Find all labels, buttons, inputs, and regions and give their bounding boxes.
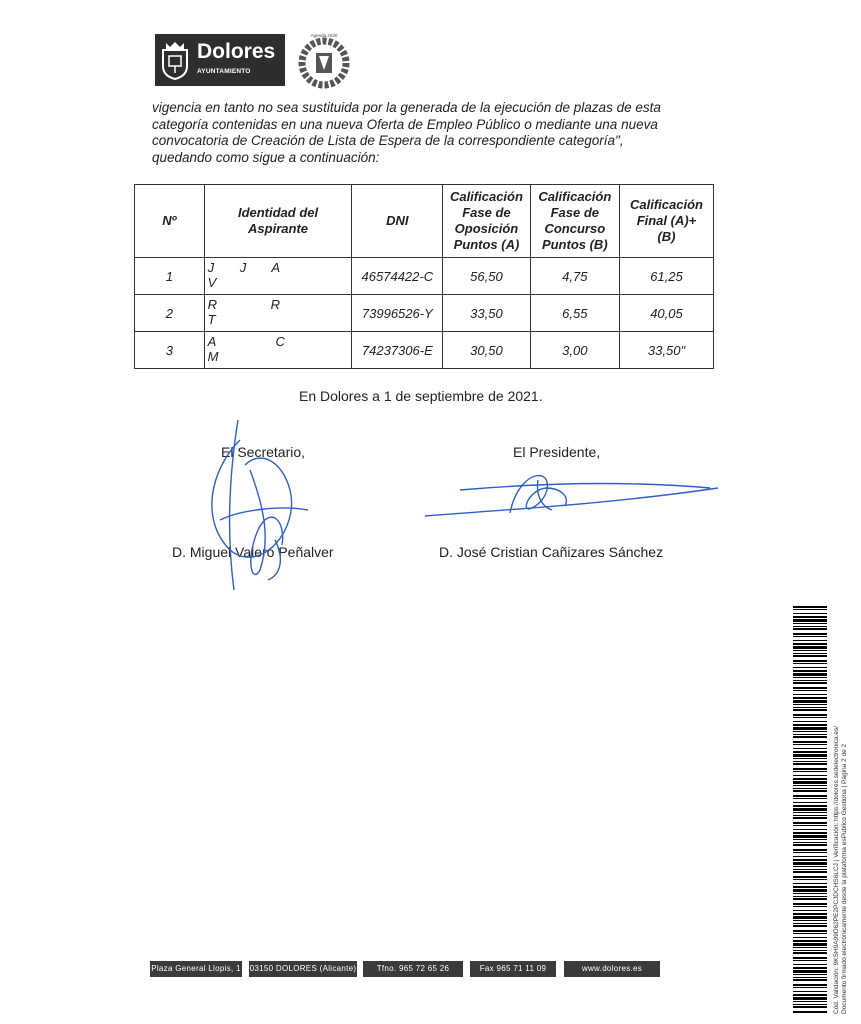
barcode-bar [793,751,827,753]
applicant-name-line-1: J J A [207,260,281,275]
footer-fax: Fax 965 71 11 09 [470,961,556,977]
barcode-bar [793,964,827,965]
intro-paragraph [152,100,712,166]
table-row [135,332,714,369]
barcode-bar [793,925,827,927]
barcode-bar [793,977,827,978]
barcode-bar [793,694,827,695]
agenda-label: Agenda 2030 [310,33,338,38]
table-row [135,295,714,332]
applicant-name-line-2: T [207,312,216,327]
barcode-bar [793,655,827,657]
barcode-bar [793,842,827,843]
barcode-bar [793,775,827,776]
footer-web-link[interactable]: www.dolores.es [581,964,643,973]
barcode-bar [793,960,827,961]
header-score-final: Calificación Final (A)+(B) [619,185,713,258]
barcode-bar [793,815,827,816]
score-a: 33,50 [443,295,530,332]
barcode-bar [793,862,827,865]
barcode-bar [793,994,827,996]
barcode-bar [793,763,827,765]
barcode-bar [793,947,827,948]
barcode-bar [793,778,827,780]
barcode-bar [793,889,827,892]
barcode-bar [793,829,827,830]
barcode-bar [793,677,827,678]
barcode-bar [793,790,827,792]
barcode-bar [793,721,827,722]
barcode-bar [793,943,827,946]
barcode-bar [793,768,827,770]
barcode-bar [793,680,827,681]
barcode-bar [793,849,827,851]
barcode-bar [793,991,827,992]
applicant-name-line-2: V [207,275,217,290]
barcode-bar [793,812,827,813]
barcode-icon [793,606,827,1014]
barcode-bar [793,653,827,654]
barcode-bar [793,717,827,718]
barcode-bar [793,1001,827,1002]
barcode-bar [793,758,827,759]
barcode-bar [793,883,827,884]
barcode-bar [793,859,827,861]
barcode-bar [793,893,827,894]
coat-of-arms-icon [160,40,190,80]
barcode-bar [793,920,827,921]
barcode-bar [793,822,827,824]
barcode-bar [793,673,827,676]
barcode-bar [793,916,827,919]
barcode-bar [793,987,827,988]
barcode-bar [793,714,827,716]
footer-web[interactable] [564,961,660,977]
applicant-name-line-1: R R [207,297,281,312]
barcode-bar [793,682,827,684]
barcode-bar [793,700,827,703]
agenda-2030-icon [295,32,353,90]
score-b: 3,00 [530,332,619,369]
validation-line-2: Documento firmado electrónicamente desde la plataforma esPublico Gestiona | Página 2 de 2 [841,743,848,1014]
applicant-name [204,258,352,295]
barcode-bar [793,940,827,942]
barcode-bar [793,933,827,934]
applicant-name-line-1: A C [207,334,285,349]
score-final: 33,50" [619,332,713,369]
header-score-a: Calificación Fase de Oposición Puntos (A) [443,185,530,258]
intro-line-4: quedando como sigue a continuación: [152,149,380,165]
barcode-bar [793,785,827,786]
barcode-bar [793,952,827,954]
score-b: 6,55 [530,295,619,332]
barcode-bar [793,805,827,807]
dolores-logo [155,34,285,86]
barcode-bar [793,979,827,981]
barcode-bar [793,876,827,878]
barcode-bar [793,903,827,905]
barcode-bar [793,623,827,624]
barcode-bar [793,754,827,757]
applicant-dni: 46574422-C [352,258,443,295]
validation-line-1: Cód. Validación: 9KSH9A99D62PE2PCJDCHS6LCJ | Verificación: https://dolores.sedelectronica.es/ [833,725,840,1014]
barcode-bar [793,663,827,664]
barcode-bar [793,866,827,867]
barcode-bar [793,687,827,689]
validation-text [833,594,849,1014]
barcode-bar [793,970,827,973]
barcode-bar [793,802,827,803]
barcode-bar [793,633,827,635]
barcode-bar [793,974,827,975]
barcode-bar [793,817,827,819]
score-b: 4,75 [530,258,619,295]
barcode-bar [793,839,827,840]
barcode-bar [793,896,827,897]
barcode-bar [793,997,827,1000]
barcode-bar [793,950,827,951]
intro-line-1: vigencia en tanto no sea sustituida por la generada de la ejecución de plazas de esta [152,100,661,115]
barcode-bar [793,856,827,857]
barcode-bar [793,788,827,789]
barcode-bar [793,906,827,907]
date-line: En Dolores a 1 de septiembre de 2021. [299,388,543,404]
barcode-bar [793,626,827,627]
barcode-bar [793,606,827,608]
footer-address: Plaza General Llopis, 1 [150,961,242,977]
barcode-bar [793,879,827,880]
barcode-bar [793,619,827,622]
footer-phone: Tfno. 965 72 65 26 [363,961,463,977]
secretary-name: D. Miguel Valero Peñalver [172,544,334,560]
barcode-bar [793,636,827,637]
header-dni: DNI [352,185,443,258]
barcode-bar [793,640,827,641]
score-a: 30,50 [443,332,530,369]
secretary-title: El Secretario, [221,444,306,460]
barcode-bar [793,741,827,743]
barcode-bar [793,650,827,651]
barcode-bar [793,609,827,610]
secretary-signature-icon [190,410,330,600]
barcode-bar [793,937,827,938]
barcode-bar [793,697,827,699]
president-title: El Presidente, [513,444,601,460]
header-identity: Identidad del Aspirante [204,185,352,258]
barcode-bar [793,808,827,811]
row-number: 2 [135,295,205,332]
results-table [134,184,714,369]
barcode-bar [793,643,827,645]
barcode-bar [793,1011,827,1013]
barcode-bar [793,835,827,838]
footer-city: 03150 DOLORES (Alicante) [249,961,357,977]
applicant-name [204,295,352,332]
barcode-bar [793,628,827,630]
barcode-bar [793,646,827,649]
intro-line-3: convocatoria de Creación de Lista de Espera de la correspondiente categoría", [152,133,624,149]
barcode-bar [793,852,827,853]
barcode-bar [793,957,827,959]
barcode-bar [793,869,827,870]
barcode-bar [793,613,827,614]
agenda-2030-logo [295,32,353,90]
barcode-bar [793,616,827,618]
barcode-bar [793,886,827,888]
header-score-b: Calificación Fase de Concurso Puntos (B) [530,185,619,258]
barcode-bar [793,910,827,911]
applicant-dni: 74237306-E [352,332,443,369]
row-number: 3 [135,332,205,369]
barcode-bar [793,967,827,969]
applicant-name [204,332,352,369]
barcode-bar [793,798,827,799]
header-number: Nº [135,185,205,258]
barcode-bar [793,748,827,749]
barcode-bar [793,761,827,762]
barcode-bar [793,744,827,745]
president-name: D. José Cristian Cañizares Sánchez [439,544,664,560]
barcode-bar [793,704,827,705]
applicant-name-line-2: M [207,349,219,364]
barcode-bar [793,707,827,708]
table-header-row [135,185,714,258]
barcode-bar [793,795,827,797]
barcode-bar [793,984,827,986]
barcode-bar [793,670,827,672]
barcode-bar [793,1006,827,1008]
barcode-bar [793,731,827,732]
barcode-bar [793,709,827,711]
barcode-bar [793,727,827,730]
barcode-bar [793,771,827,772]
barcode-bar [793,930,827,932]
logo-name: Dolores [197,40,276,63]
barcode-bar [793,724,827,726]
barcode-bar [793,913,827,915]
score-final: 40,05 [619,295,713,332]
barcode-bar [793,1004,827,1005]
score-final: 61,25 [619,258,713,295]
barcode-bar [793,898,827,900]
barcode-bar [793,734,827,735]
row-number: 1 [135,258,205,295]
barcode-bar [793,844,827,846]
barcode-bar [793,660,827,662]
barcode-bar [793,923,827,924]
barcode-bar [793,690,827,691]
barcode-bar [793,825,827,826]
score-a: 56,50 [443,258,530,295]
intro-line-2: categoría contenidas en una nueva Oferta de Empleo Público o mediante una nueva [152,116,658,132]
barcode-bar [793,781,827,784]
applicant-dni: 73996526-Y [352,295,443,332]
barcode-bar [793,871,827,873]
logo-subtitle: AYUNTAMIENTO [197,68,251,75]
barcode-bar [793,736,827,738]
president-signature-icon [420,458,720,528]
table-row [135,258,714,295]
barcode-bar [793,667,827,668]
barcode-bar [793,832,827,834]
